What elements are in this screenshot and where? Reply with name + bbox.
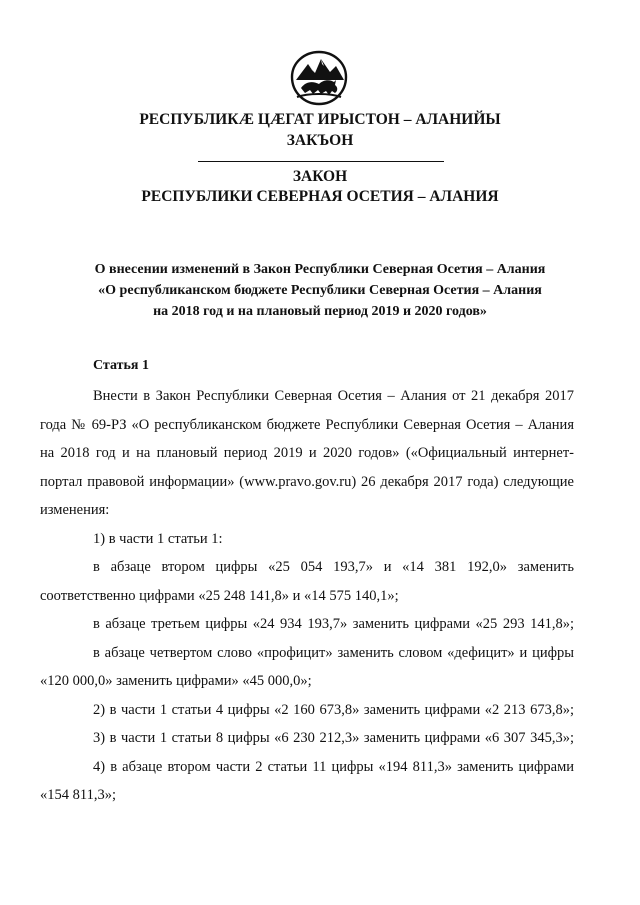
law-title-line: на 2018 год и на плановый период 2019 и 2020 годов» — [153, 304, 487, 319]
article-paragraph: Внести в Закон Республики Северная Осетия – Алания от 21 декабря 2017 года № 69-РЗ «О республиканском бюджете Республики Северная Осетия – Алания на 2018 год и на плановый период 2019 и 2020 годов» («Официальный интернет-портал правовой информации» (www.pravo.gov.ru) 26 декабря 2017 года) следующие изменения: — [40, 388, 574, 518]
law-title-line: «О республиканском бюджете Республики Северная Осетия – Алания — [98, 283, 542, 298]
article-paragraph: 1) в части 1 статьи 1: — [93, 530, 223, 547]
header-russian-republic: РЕСПУБЛИКИ СЕВЕРНАЯ ОСЕТИЯ – АЛАНИЯ — [141, 188, 499, 205]
article-paragraph: в абзаце третьем цифры «24 934 193,7» заменить цифрами «25 293 141,8»; — [93, 616, 574, 632]
article-heading: Статья 1 — [93, 358, 149, 373]
header-russian-law: ЗАКОН — [292, 168, 348, 185]
header-divider — [198, 161, 444, 162]
coat-of-arms-icon — [288, 50, 350, 106]
law-title — [40, 259, 600, 322]
article-paragraph: в абзаце четвертом слово «профицит» заменить словом «дефицит» и цифры «120 000,0» заменить цифрами» «45 000,0»; — [40, 644, 574, 689]
article-paragraph: в абзаце втором цифры «25 054 193,7» и «14 381 192,0» заменить соответственно цифрами «25 248 141,8» и «14 575 140,1»; — [40, 559, 574, 604]
header-osetian-republic: РЕСПУБЛИКӔ ЦӔГАТ ИРЫСТОН – АЛАНИЙЫ — [139, 111, 501, 128]
article-paragraph: 3) в части 1 статьи 8 цифры «6 230 212,3» заменить цифрами «6 307 345,3»; — [93, 730, 574, 746]
header-osetian-law: ЗАКЪОН — [286, 132, 354, 149]
article-paragraph: 4) в абзаце втором части 2 статьи 11 цифры «194 811,3» заменить цифрами «154 811,3»; — [40, 758, 574, 803]
law-title-line: О внесении изменений в Закон Республики Северная Осетия – Алания — [94, 262, 546, 277]
article-paragraph: 2) в части 1 статьи 4 цифры «2 160 673,8» заменить цифрами «2 213 673,8»; — [93, 701, 574, 718]
article-body — [40, 382, 574, 810]
